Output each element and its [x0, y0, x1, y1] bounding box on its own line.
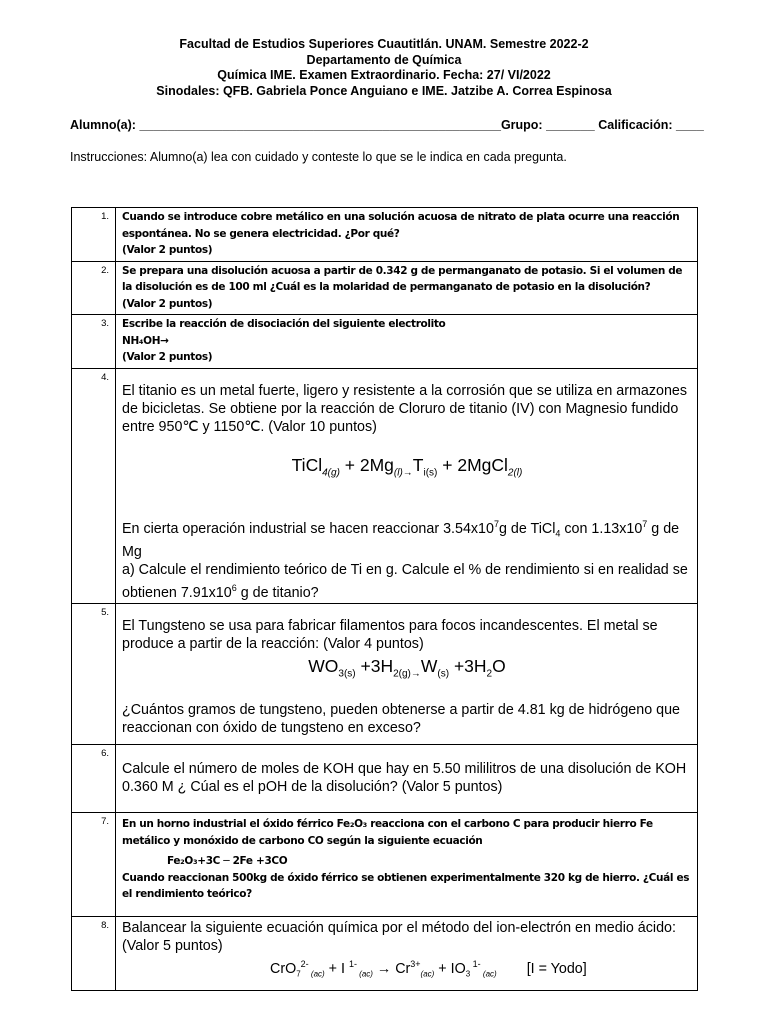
- grade-blank: ____: [676, 118, 704, 132]
- question-row: [72, 813, 698, 917]
- question-body: [116, 604, 698, 745]
- tungsten-equation: $WO_{3(s)} +3H_{2(g)\to}W_{(s)} +3H_2O$: [308, 656, 506, 680]
- question-body: [116, 813, 698, 917]
- question-text-line: Cuando reaccionan 500kg de óxido férrico se obtienen experimentalmente 320 kg de hierro. ¿Cuál es: [122, 871, 690, 884]
- question-text-line: Se prepara una disolución acuosa a partir de 0.342 g de permanganato de potasio. Si el volumen de: [122, 264, 683, 277]
- electrolyte-formula: NH₄OH→: [122, 334, 169, 347]
- header-examiners: Sinodales: QFB. Gabriela Ponce Anguiano e IME. Jatzibe A. Correa Espinosa: [156, 83, 612, 98]
- question-text-line: Balancear la siguiente ecuación química por el método del ion-electrón en medio ácido:: [122, 920, 676, 937]
- question-number: 8.: [72, 917, 116, 991]
- group-label: Grupo:: [500, 118, 547, 132]
- question-row: [72, 917, 698, 991]
- instructions: Instrucciones: Alumno(a) lea con cuidado y conteste lo que se le indica en cada pregunta.: [70, 150, 567, 164]
- exam-header: [0, 37, 768, 99]
- header-institution: Facultad de Estudios Superiores Cuautitlán. UNAM. Semestre 2022-2: [179, 37, 589, 51]
- operation-text: En cierta operación industrial se hacen reaccionar $3.54x10^7g$ de TiCl$_4$ con $1.13x10^7$ g de Mg: [122, 519, 680, 560]
- group-blank: _______: [546, 118, 595, 132]
- question-intro: El titanio es un metal fuerte, ligero y resistente a la corrosión que se utiliza en armazones de bicicletas. Se obtiene por la reacción de Cloruro de titanio (IV) con Magnesio fundido entre 950℃ y 1150℃. (Valor 10 puntos): [122, 382, 688, 435]
- question-text-line: (Valor 5 puntos): [122, 938, 223, 955]
- header-department: Departamento de Química: [306, 52, 462, 67]
- question-body: [116, 315, 698, 369]
- question-row: [72, 745, 698, 813]
- grade-label: Calificación:: [594, 118, 677, 132]
- question-body: [116, 208, 698, 262]
- question-number: 7.: [72, 813, 116, 917]
- question-text: ¿Cuántos gramos de tungsteno, pueden obtenerse a partir de 4.81 kg de hidrógeno que reaccionan con óxido de tungsteno en exceso?: [122, 701, 680, 736]
- question-row: [72, 368, 698, 604]
- redox-equation: CrO$_7^{2-}$ $_{(ac)}$ + I $^{1-}$ $_{(ac)} \to Cr^{3+}_{(ac)} + IO_3$ $^{1-}$ $_{(ac)}$ [I = Yodo]: [270, 959, 587, 980]
- question-value: (Valor 2 puntos): [122, 297, 213, 310]
- question-number: 4.: [72, 368, 116, 604]
- questions-table: [71, 207, 698, 991]
- question-text-line: metálico y monóxido de carbono CO según la siguiente ecuación: [122, 834, 483, 847]
- student-name-label: Alumno(a):: [70, 118, 140, 132]
- question-row: [72, 261, 698, 315]
- question-value: (Valor 2 puntos): [122, 351, 213, 363]
- question-intro: El Tungsteno se usa para fabricar filamentos para focos incandescentes. El metal se produce a partir de la reacción: (Valor 4 puntos): [122, 618, 658, 653]
- iron-oxide-equation: Fe₂O₃+3C ─ 2Fe +3CO: [167, 855, 288, 868]
- question-number: 1.: [72, 208, 116, 262]
- question-row: [72, 208, 698, 262]
- question-text-line: Escribe la reacción de disociación del siguiente electrolito: [122, 318, 446, 330]
- header-exam-info: Química IME. Examen Extraordinario. Fecha: 27/ VI/2022: [217, 68, 551, 82]
- question-part-a: a) Calcule el rendimiento teórico de Ti en g. Calcule el % de rendimiento si en realidad se obtienen $7.91x10^6$ g de titanio?: [122, 561, 688, 601]
- student-info-line: [70, 117, 710, 133]
- question-text-line: la disolución es de 100 ml ¿Cuál es la molaridad de permanganato de potasio en la disolución?: [122, 281, 651, 293]
- question-value: (Valor 2 puntos): [122, 244, 213, 256]
- question-number: 3.: [72, 315, 116, 369]
- question-body: Calcule el número de moles de KOH que hay en 5.50 mililitros de una disolución de KOH 0.360 M ¿ Cúal es el pOH de la disolución? (Valor 5 puntos): [116, 745, 698, 813]
- titanium-equation: TiCl$_{4(g)}$ + $2Mg_{(l)\to}T_{i(s)}$ + 2MgCl$_{2(l)}$: [291, 454, 523, 478]
- question-number: 2.: [72, 261, 116, 315]
- question-row: [72, 315, 698, 369]
- question-text-line: el rendimiento teórico?: [122, 888, 252, 901]
- question-body: [116, 917, 698, 991]
- question-number: 6.: [72, 745, 116, 813]
- question-body: [116, 261, 698, 315]
- question-text-line: espontánea. No se genera electricidad. ¿Por qué?: [122, 227, 400, 240]
- question-body: [116, 368, 698, 604]
- student-name-blank: ____________________________________________________: [139, 118, 501, 132]
- question-text-line: En un horno industrial el óxido férrico Fe₂O₃ reacciona con el carbono C para producir hierro Fe: [122, 818, 653, 831]
- question-number: 5.: [72, 604, 116, 745]
- question-row: [72, 604, 698, 745]
- question-text-line: Cuando se introduce cobre metálico en una solución acuosa de nitrato de plata ocurre una reacción: [122, 211, 680, 223]
